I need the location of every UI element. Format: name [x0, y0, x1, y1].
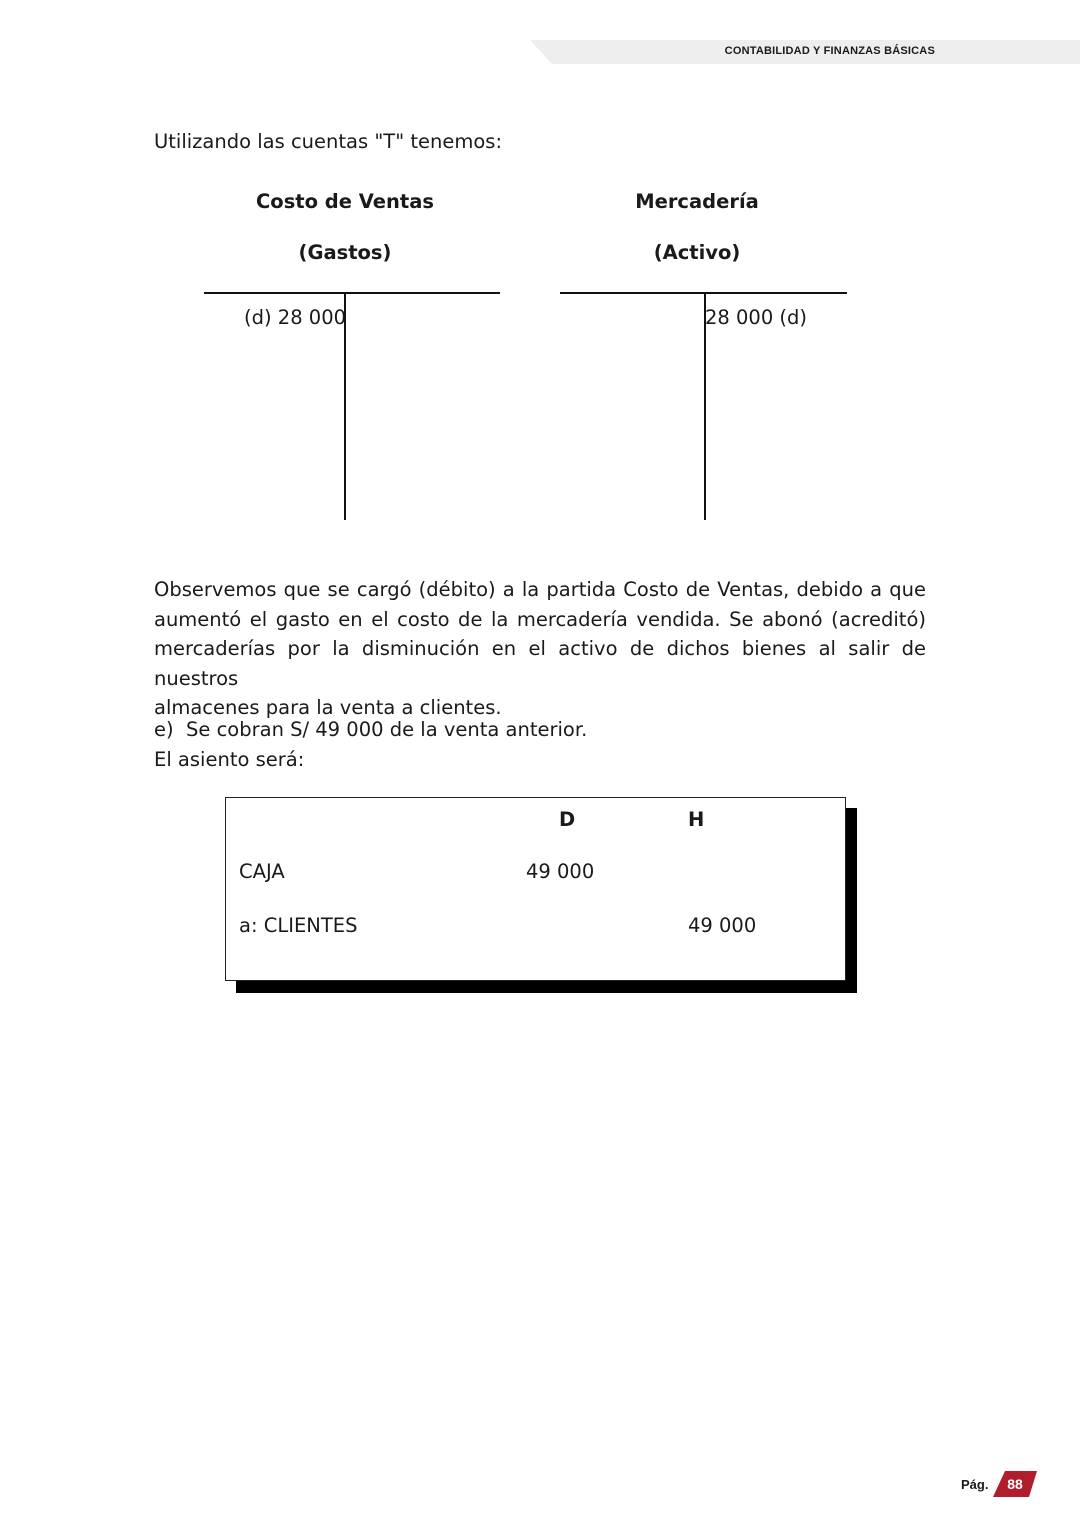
t-account-type: (Gastos) — [298, 241, 392, 264]
t-account-type: (Activo) — [653, 241, 741, 264]
entry-debit: 49 000 — [526, 860, 595, 883]
page-label: Pág. — [961, 1477, 989, 1492]
t-account-title: Mercadería — [635, 190, 759, 213]
entry-account: CAJA — [239, 860, 285, 883]
t-account-credit-entry: 28 000 (d) — [705, 306, 808, 329]
explanation-paragraph — [154, 575, 926, 723]
paragraph-line: Observemos que se cargó (débito) a la partida Costo de Ventas, debido a que — [154, 578, 926, 601]
asiento-label: El asiento será: — [154, 748, 305, 771]
intro-text: Utilizando las cuentas "T" tenemos: — [154, 130, 503, 153]
t-account-debit-entry: (d) 28 000 — [244, 306, 347, 329]
t-account-top-line — [204, 292, 500, 294]
t-account-title: Costo de Ventas — [255, 190, 434, 213]
credit-column-header: H — [688, 808, 705, 831]
item-e-text: e) Se cobran S/ 49 000 de la venta anterior. — [154, 718, 588, 741]
paragraph-line: almacenes para la venta a clientes. — [154, 696, 502, 719]
debit-column-header: D — [559, 808, 576, 831]
page-number: 88 — [1007, 1476, 1023, 1492]
paragraph-line: mercaderías por la disminución en el activo de dichos bienes al salir de nuestros — [154, 637, 926, 690]
header-title: CONTABILIDAD Y FINANZAS BÁSICAS — [724, 45, 935, 57]
entry-account: a: CLIENTES — [239, 914, 358, 937]
entry-credit: 49 000 — [688, 914, 757, 937]
journal-entry-box — [225, 797, 846, 981]
paragraph-line: aumentó el gasto en el costo de la mercadería vendida. Se abonó (acreditó) — [154, 607, 926, 631]
